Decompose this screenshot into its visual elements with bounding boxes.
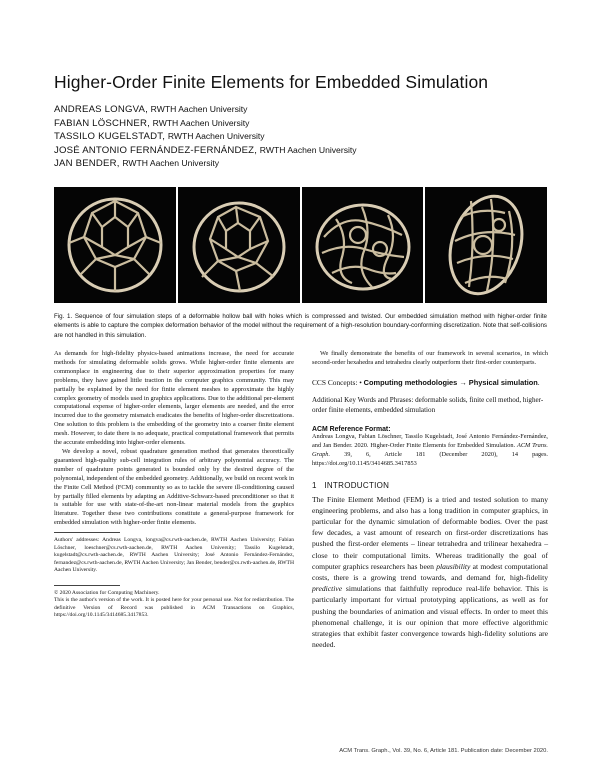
introduction-paragraph	[312, 494, 548, 651]
reference-journal: ACM Trans. Graph.	[312, 442, 549, 458]
abstract-paragraph: We finally demonstrate the benefits of our framework in several scenarios, in which second-order hexahedra and tetrahedra clearly outperform their first-order counterparts.	[312, 350, 548, 366]
reference-format	[312, 433, 548, 468]
footnote-divider	[54, 532, 120, 533]
author-name: TASSILO KUGELSTADT,	[54, 131, 166, 143]
reference-text: 39, 6, Article 181 (December 2020), 14 pages. https://doi.org/10.1145/3414685.3417853	[312, 451, 548, 467]
author-affiliation: RWTH Aachen University	[122, 158, 220, 169]
footnote-divider	[54, 585, 120, 586]
figure-panel-step-4	[425, 187, 547, 303]
figure-caption: Fig. 1. Sequence of four simulation steps of a deformable hollow ball with holes which is compressed and twisted. Our embedded simulation method with higher-order finite elements is able to capture the complex deformation behavior of the model without the requirement of a high-resolution boundary-conforming discretization. Note that self-collisions are not handled in this simulation.	[54, 313, 547, 339]
intro-emphasis: plausibility	[436, 561, 471, 571]
author-line	[54, 103, 554, 117]
intro-text: simulations that faithfully reproduce real-life behavior. This is particularly important for virtual prototyping applications, as well as for pushing the boundaries of animation and visual effects. In order to meet this phenomenal challenge, it is our opinion that more effective algorithmic strategies that exhibit faster convergence towards high-fidelity solutions are needed.	[312, 584, 548, 650]
intro-emphasis: predictive	[312, 584, 343, 594]
ccs-concept: Computing methodologies → Physical simulation	[363, 377, 538, 387]
ccs-label: CCS Concepts: •	[312, 377, 362, 387]
author-affiliation: RWTH Aachen University	[152, 117, 250, 128]
right-column	[312, 350, 548, 650]
intro-text: The Finite Element Method (FEM) is a tried and tested solution to many engineering problems, and also has a long tradition in computer graphics, in particular for the dynamic simulation of deformable bodies. Over the past few decades, a vast amount of research on first-order discretizations has pushed the first-order elements – linear tetrahedra and trilinear hexahedra – close to their computational limits. Whereas traditionally the goal of computer graphics researchers has been	[312, 494, 548, 571]
ccs-end: .	[537, 377, 540, 387]
hollow-ball-image	[178, 187, 300, 303]
page-footer: ACM Trans. Graph., Vol. 39, No. 6, Article 181. Publication date: December 2020.	[339, 748, 548, 754]
author-name: ANDREAS LONGVA,	[54, 104, 148, 115]
author-line	[54, 144, 554, 158]
copyright-line: © 2020 Association for Computing Machinery.	[54, 589, 160, 596]
author-name: JOSÉ ANTONIO FERNÁNDEZ-FERNÁNDEZ,	[54, 144, 258, 156]
figure-panel-step-3	[302, 187, 424, 303]
hollow-ball-image	[302, 187, 424, 303]
author-name: FABIAN LÖSCHNER,	[54, 117, 150, 129]
figure-panel-step-2	[178, 187, 300, 303]
reference-heading: ACM Reference Format:	[312, 426, 391, 434]
author-line	[54, 157, 554, 171]
abstract-paragraph: As demands for high-fidelity physics-based animations increase, the need for accurate methods for simulating deformable solids grows. While higher-order finite elements are commonplace in engineering due to their superior approximation properties for many problems, they have gained little traction in the computer graphics community. This may partially be explained by the need for finite element meshes to approximate the highly complex geometry of models used in graphics applications. Due to the additional per-element computational expense of higher-order elements, larger elements are needed, and the error incurred due to the geometry mismatch eradicates the benefits of higher-order discretizations. One solution to this problem is the embedding of the geometry into a coarser finite element mesh. However, to date there is no adequate, practical computational framework that permits the accurate embedding into higher-order elements.	[54, 350, 294, 447]
hollow-ball-image	[54, 187, 176, 303]
section-title: INTRODUCTION	[324, 480, 390, 490]
figure-panel-step-1	[54, 187, 176, 303]
author-list	[54, 103, 554, 171]
teaser-figure	[54, 187, 547, 303]
copyright-notice: This is the author's version of the work. It is posted here for your personal use. Not for redistribution. The definitive Version of Record was published in ACM Transactions on Graphics, https://doi.org/10.1145/3414685.3417853.	[54, 597, 294, 619]
intro-text: at modest computational costs, there is a growing trend towards, and demand for, high-fidelity	[312, 561, 548, 583]
section-number: 1	[312, 480, 317, 490]
ccs-concepts	[312, 378, 548, 388]
section-heading	[312, 481, 548, 490]
author-affiliation: RWTH Aachen University	[150, 104, 248, 114]
author-affiliation: RWTH Aachen University	[259, 144, 357, 155]
keywords: Additional Key Words and Phrases: deformable solids, finite cell method, higher-order finite elements, embedded simulation	[312, 395, 544, 414]
paper-title: Higher-Order Finite Elements for Embedded Simulation	[54, 72, 489, 92]
author-line	[54, 130, 554, 144]
reference-text: Andreas Longva, Fabian Löschner, Tassilo Kugelstadt, José Antonio Fernández-Fernández, and Jan Bender. 2020. Higher-Order Finite Elements for Embedded Simulation.	[312, 433, 548, 450]
author-affiliation: RWTH Aachen University	[167, 131, 265, 142]
left-column	[54, 350, 294, 620]
author-addresses: Authors' addresses: Andreas Longva, longva@cs.rwth-aachen.de, RWTH Aachen University; Fabian Löschner, loeschner@cs.rwth-aachen.de, RWTH Aachen University; Tassilo Kugelstadt, kugelstadt@cs.rwth-aachen.de, RWTH Aachen University; José Antonio Fernández-Fernández, fernandez@cs.rwth-aachen.de, RWTH Aachen University; Jan Bender, bender@cs.rwth-aachen.de, RWTH Aachen University.	[54, 537, 294, 574]
abstract-paragraph: We develop a novel, robust quadrature generation method that generates theoretically guaranteed high-quality sub-cell integration rules of arbitrary polynomial accuracy. The number of quadrature points generated is bounded only by the desired degree of the polynomial, independent of the embedded geometry. Additionally, we build on recent work in the Finite Cell Method (FCM) community so as to tackle the severe ill-conditioning caused by partially filled elements by adapting an Additive-Schwarz-based preconditioner so that it is suitable for use with state-of-the-art non-linear material models from the graphics literature. Together these two contributions constitute a general-purpose framework for embedded simulation with higher-order finite elements.	[54, 447, 294, 527]
author-line	[54, 117, 554, 131]
hollow-ball-image	[425, 187, 547, 303]
author-name: JAN BENDER,	[54, 158, 120, 170]
